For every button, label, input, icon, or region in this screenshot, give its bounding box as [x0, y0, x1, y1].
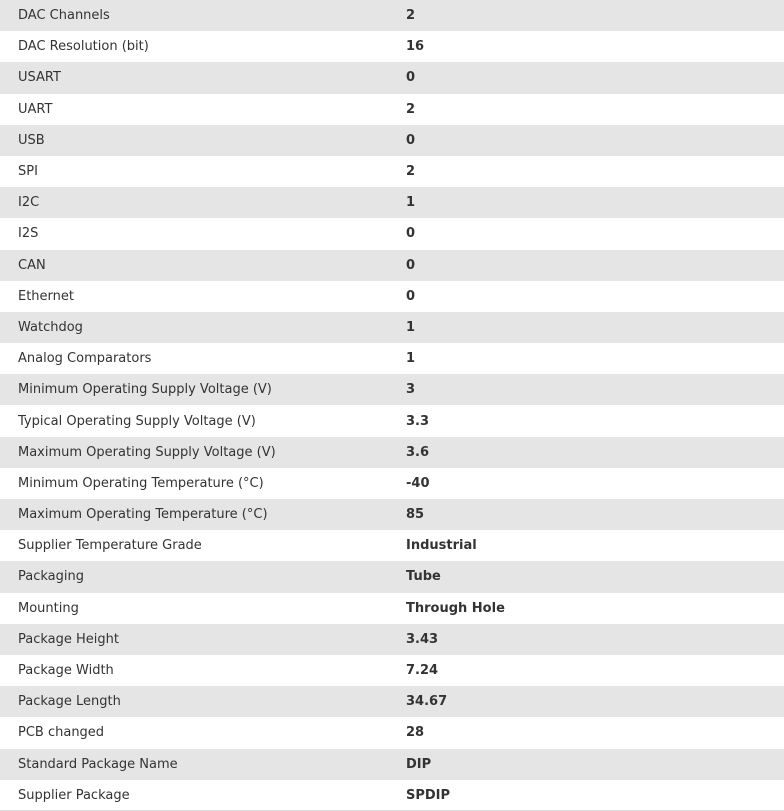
spec-label: Standard Package Name: [18, 756, 178, 772]
spec-label: Minimum Operating Supply Voltage (V): [18, 382, 272, 398]
spec-value: 3.3: [406, 413, 430, 429]
spec-value: 3.6: [406, 444, 430, 460]
spec-value: 2: [406, 8, 416, 24]
spec-value: 1: [406, 319, 416, 335]
spec-value: 0: [406, 226, 416, 242]
spec-value: 3.43: [406, 631, 439, 647]
spec-value: Through Hole: [406, 600, 505, 616]
spec-label: Maximum Operating Supply Voltage (V): [18, 444, 276, 460]
spec-label: Typical Operating Supply Voltage (V): [18, 413, 256, 429]
spec-row: [0, 717, 784, 748]
spec-label: Watchdog: [18, 319, 83, 335]
spec-label: Package Length: [18, 694, 121, 710]
spec-row: [0, 593, 784, 624]
spec-label: USART: [18, 70, 61, 86]
spec-row: [0, 624, 784, 655]
spec-row: [0, 187, 784, 218]
spec-value: 0: [406, 132, 416, 148]
spec-row: [0, 561, 784, 592]
spec-row: [0, 31, 784, 62]
spec-label: SPI: [18, 164, 38, 180]
spec-value: SPDIP: [406, 787, 451, 803]
spec-row: [0, 655, 784, 686]
spec-label: PCB changed: [18, 725, 105, 741]
spec-row: [0, 749, 784, 780]
spec-value: DIP: [406, 756, 432, 772]
spec-value: 16: [406, 39, 425, 55]
spec-value: 0: [406, 70, 416, 86]
spec-row: [0, 281, 784, 312]
spec-value: 3: [406, 382, 416, 398]
spec-value: 28: [406, 725, 425, 741]
spec-label: I2C: [18, 195, 40, 211]
spec-value: 1: [406, 195, 416, 211]
spec-row: [0, 62, 784, 93]
spec-row: [0, 94, 784, 125]
spec-row: [0, 499, 784, 530]
spec-label: Package Height: [18, 631, 119, 647]
spec-label: Packaging: [18, 569, 84, 585]
spec-value: -40: [406, 475, 430, 491]
spec-row: [0, 686, 784, 717]
spec-label: Mounting: [18, 600, 79, 616]
spec-label: I2S: [18, 226, 39, 242]
spec-label: Analog Comparators: [18, 351, 152, 367]
spec-label: DAC Channels: [18, 8, 110, 24]
spec-row: [0, 0, 784, 31]
spec-label: Supplier Package: [18, 787, 130, 803]
spec-row: [0, 156, 784, 187]
spec-label: USB: [18, 132, 45, 148]
spec-value: Industrial: [406, 538, 477, 554]
spec-row: [0, 405, 784, 436]
spec-label: Maximum Operating Temperature (°C): [18, 507, 268, 523]
spec-row: [0, 437, 784, 468]
spec-value: 2: [406, 101, 416, 117]
spec-label: Ethernet: [18, 288, 74, 304]
spec-row: [0, 468, 784, 499]
spec-value: 0: [406, 288, 416, 304]
spec-row: [0, 250, 784, 281]
spec-label: UART: [18, 101, 53, 117]
spec-value: 0: [406, 257, 416, 273]
spec-row: [0, 343, 784, 374]
spec-value: Tube: [406, 569, 441, 585]
spec-row: [0, 780, 784, 811]
spec-row: [0, 218, 784, 249]
spec-value: 85: [406, 507, 425, 523]
spec-value: 1: [406, 351, 416, 367]
spec-value: 7.24: [406, 663, 439, 679]
spec-label: Package Width: [18, 663, 114, 679]
spec-row: [0, 125, 784, 156]
spec-label: CAN: [18, 257, 46, 273]
spec-row: [0, 530, 784, 561]
spec-row: [0, 312, 784, 343]
spec-row: [0, 374, 784, 405]
spec-value: 2: [406, 164, 416, 180]
spec-label: Minimum Operating Temperature (°C): [18, 475, 264, 491]
spec-label: DAC Resolution (bit): [18, 39, 149, 55]
spec-value: 34.67: [406, 694, 448, 710]
spec-label: Supplier Temperature Grade: [18, 538, 202, 554]
